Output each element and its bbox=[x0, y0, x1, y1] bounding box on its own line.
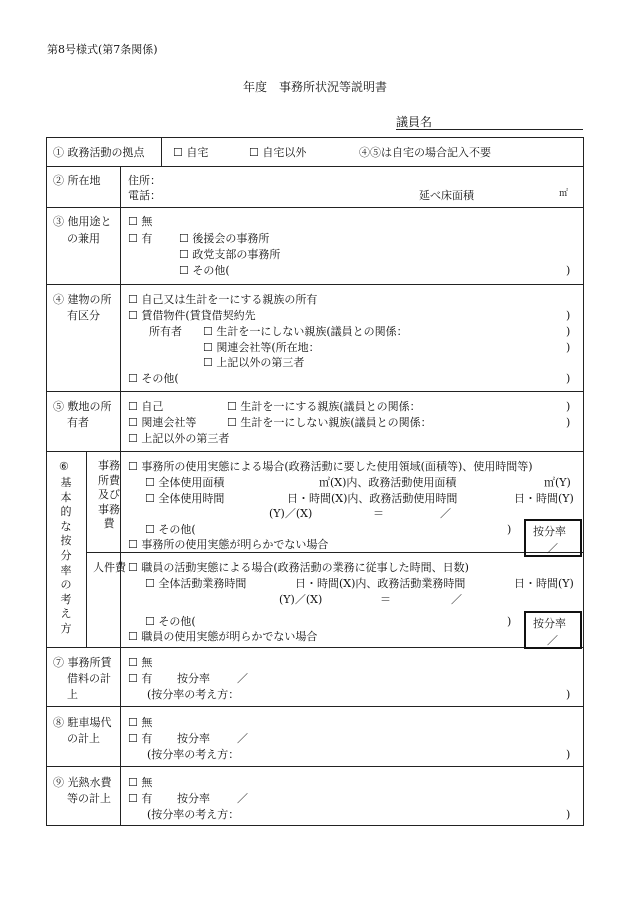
non-home-checkbox[interactable]: ☐ 自宅以外 bbox=[249, 146, 307, 159]
row8-label-1: ⑧ 駐車場代 bbox=[53, 716, 112, 729]
row3-label-1: ③ 他用途と bbox=[53, 215, 112, 228]
row-divider bbox=[47, 166, 583, 167]
close-paren: ) bbox=[507, 615, 512, 628]
row9-label-1: ⑨ 光熱水費 bbox=[53, 776, 112, 789]
statement-form bbox=[46, 137, 584, 826]
close-paren: ) bbox=[507, 523, 512, 536]
office-ratio-formula: (Y)／(X) bbox=[269, 507, 313, 520]
close-paren: ) bbox=[566, 808, 571, 821]
staff-other-checkbox[interactable]: ☐ その他( bbox=[145, 615, 196, 628]
close-paren: ) bbox=[566, 416, 571, 429]
staff-cost-label: 人件費 bbox=[93, 561, 126, 574]
parking-ratio-slash: ／ bbox=[237, 732, 248, 745]
row-divider bbox=[47, 207, 583, 208]
land-self-checkbox[interactable]: ☐ 自己 bbox=[128, 400, 164, 413]
home-checkbox[interactable]: ☐ 自宅 bbox=[173, 146, 209, 159]
parking-basis-label: (按分率の考え方： bbox=[147, 748, 240, 761]
rent-none-checkbox[interactable]: ☐ 無 bbox=[128, 656, 153, 669]
work-time-x-label: 日・時間(X)内、政務活動業務時間 bbox=[295, 577, 466, 590]
parking-yes-checkbox[interactable]: ☐ 有 bbox=[128, 732, 153, 745]
row4-label-2: 有区分 bbox=[67, 309, 100, 322]
building-other-checkbox[interactable]: ☐ その他( bbox=[128, 372, 179, 385]
floor-area-unit: ㎡ bbox=[559, 189, 569, 199]
form-number: 第8号様式(第7条関係) bbox=[47, 43, 158, 56]
page-title: 年度 事務所状況等説明書 bbox=[243, 80, 388, 94]
row3-label-2: の兼用 bbox=[67, 232, 100, 245]
close-paren: ) bbox=[566, 341, 571, 354]
row6-subcolumn-line bbox=[86, 451, 87, 647]
parking-none-checkbox[interactable]: ☐ 無 bbox=[128, 716, 153, 729]
utilities-none-checkbox[interactable]: ☐ 無 bbox=[128, 776, 153, 789]
row2-label: ② 所在地 bbox=[53, 174, 101, 187]
close-paren: ) bbox=[566, 309, 571, 322]
close-paren: ) bbox=[566, 325, 571, 338]
work-time-y-label: 日・時間(Y) bbox=[514, 577, 574, 590]
row-divider bbox=[47, 451, 583, 452]
member-name-label: 議員名 bbox=[396, 115, 433, 129]
utilities-ratio-slash: ／ bbox=[237, 792, 248, 805]
staff-ratio-equals: ＝ bbox=[380, 593, 391, 606]
party-branch-checkbox[interactable]: ☐ 政党支部の事務所 bbox=[179, 248, 281, 261]
row-divider bbox=[47, 706, 583, 707]
row7-label-3: 上 bbox=[67, 688, 78, 701]
other-use-none-checkbox[interactable]: ☐ 無 bbox=[128, 215, 153, 228]
row1-label: ① 政務活動の拠点 bbox=[53, 146, 145, 159]
time-y-label: 日・時間(Y) bbox=[514, 492, 574, 505]
non-family-owner-checkbox[interactable]: ☐ 生計を一にしない親族(議員との関係： bbox=[203, 325, 408, 338]
row5-label-2: 有者 bbox=[67, 416, 89, 429]
phone-label: 電話： bbox=[128, 189, 161, 202]
office-usage-checkbox[interactable]: ☐ 事務所の使用実態による場合(政務活動に要した使用領域(面積等)、使用時間等) bbox=[128, 460, 533, 473]
land-family-checkbox[interactable]: ☐ 生計を一にする親族(議員との関係： bbox=[227, 400, 421, 413]
office-ratio-label: 按分率 bbox=[533, 525, 566, 538]
member-name-line[interactable] bbox=[396, 129, 583, 130]
third-party-checkbox[interactable]: ☐ 上記以外の第三者 bbox=[203, 356, 305, 369]
office-ratio-slash: ／ bbox=[440, 507, 451, 520]
total-work-time-checkbox[interactable]: ☐ 全体活動業務時間 bbox=[145, 577, 247, 590]
staff-ratio-box-slash: ／ bbox=[547, 634, 558, 647]
area-x-label: ㎡(X)内、政務活動使用面積 bbox=[319, 476, 457, 489]
utilities-yes-checkbox[interactable]: ☐ 有 bbox=[128, 792, 153, 805]
support-office-checkbox[interactable]: ☐ 後援会の事務所 bbox=[179, 232, 270, 245]
total-time-checkbox[interactable]: ☐ 全体使用時間 bbox=[145, 492, 225, 505]
row7-label-2: 借料の計 bbox=[67, 672, 111, 685]
row8-label-2: の計上 bbox=[67, 732, 100, 745]
parking-ratio-label: 按分率 bbox=[177, 732, 210, 745]
time-x-label: 日・時間(X)内、政務活動使用時間 bbox=[287, 492, 458, 505]
row-divider bbox=[47, 284, 583, 285]
other-use-yes-checkbox[interactable]: ☐ 有 bbox=[128, 232, 153, 245]
staff-ratio-formula: (Y)／(X) bbox=[279, 593, 323, 606]
land-related-company-checkbox[interactable]: ☐ 関連会社等 bbox=[128, 416, 197, 429]
total-area-checkbox[interactable]: ☐ 全体使用面積 bbox=[145, 476, 225, 489]
close-paren: ) bbox=[566, 748, 571, 761]
office-ratio-equals: ＝ bbox=[373, 507, 384, 520]
row-divider bbox=[47, 647, 583, 648]
row1-note: ④⑤は自宅の場合記入不要 bbox=[359, 146, 491, 159]
row6-number: ⑥ bbox=[59, 460, 69, 473]
utilities-ratio-label: 按分率 bbox=[177, 792, 210, 805]
owner-label: 所有者 bbox=[149, 325, 182, 338]
rent-yes-checkbox[interactable]: ☐ 有 bbox=[128, 672, 153, 685]
row9-label-2: 等の計上 bbox=[67, 792, 111, 805]
staff-unclear-checkbox[interactable]: ☐ 職員の使用実態が明らかでない場合 bbox=[128, 630, 318, 643]
office-expense-vertical-label: 事務所費及び事務費 bbox=[98, 459, 120, 531]
floor-area-label: 延べ床面積 bbox=[419, 189, 474, 202]
rent-basis-label: (按分率の考え方： bbox=[147, 688, 240, 701]
self-owned-checkbox[interactable]: ☐ 自己又は生計を一にする親族の所有 bbox=[128, 293, 318, 306]
close-paren: ) bbox=[566, 400, 571, 413]
leased-checkbox[interactable]: ☐ 賃借物件(賃貸借契約先 bbox=[128, 309, 256, 322]
land-non-family-checkbox[interactable]: ☐ 生計を一にしない親族(議員との関係： bbox=[227, 416, 432, 429]
address-label: 住所： bbox=[128, 174, 161, 187]
office-ratio-box-slash: ／ bbox=[547, 542, 558, 555]
row-divider bbox=[47, 391, 583, 392]
row6-divider bbox=[86, 552, 583, 553]
close-paren: ) bbox=[566, 264, 571, 277]
close-paren: ) bbox=[566, 372, 571, 385]
row7-label-1: ⑦ 事務所賃 bbox=[53, 656, 112, 669]
row4-label-1: ④ 建物の所 bbox=[53, 293, 112, 306]
office-unclear-checkbox[interactable]: ☐ 事務所の使用実態が明らかでない場合 bbox=[128, 538, 329, 551]
land-third-party-checkbox[interactable]: ☐ 上記以外の第三者 bbox=[128, 432, 230, 445]
other-use-other-checkbox[interactable]: ☐ その他( bbox=[179, 264, 230, 277]
staff-activity-checkbox[interactable]: ☐ 職員の活動実態による場合(政務活動の業務に従事した時間、日数) bbox=[128, 561, 469, 574]
utilities-basis-label: (按分率の考え方： bbox=[147, 808, 240, 821]
rent-ratio-label: 按分率 bbox=[177, 672, 210, 685]
rent-ratio-slash: ／ bbox=[237, 672, 248, 685]
close-paren: ) bbox=[566, 688, 571, 701]
office-other-checkbox[interactable]: ☐ その他( bbox=[145, 523, 196, 536]
staff-ratio-slash: ／ bbox=[451, 593, 462, 606]
row6-vertical-label: 基本的な按分率の考え方 bbox=[60, 476, 72, 635]
row1-divider bbox=[161, 138, 162, 166]
row5-label-1: ⑤ 敷地の所 bbox=[53, 400, 112, 413]
row-divider bbox=[47, 766, 583, 767]
staff-ratio-label: 按分率 bbox=[533, 617, 566, 630]
related-company-checkbox[interactable]: ☐ 関連会社等(所在地： bbox=[203, 341, 320, 354]
area-y-label: ㎡(Y) bbox=[544, 476, 571, 489]
